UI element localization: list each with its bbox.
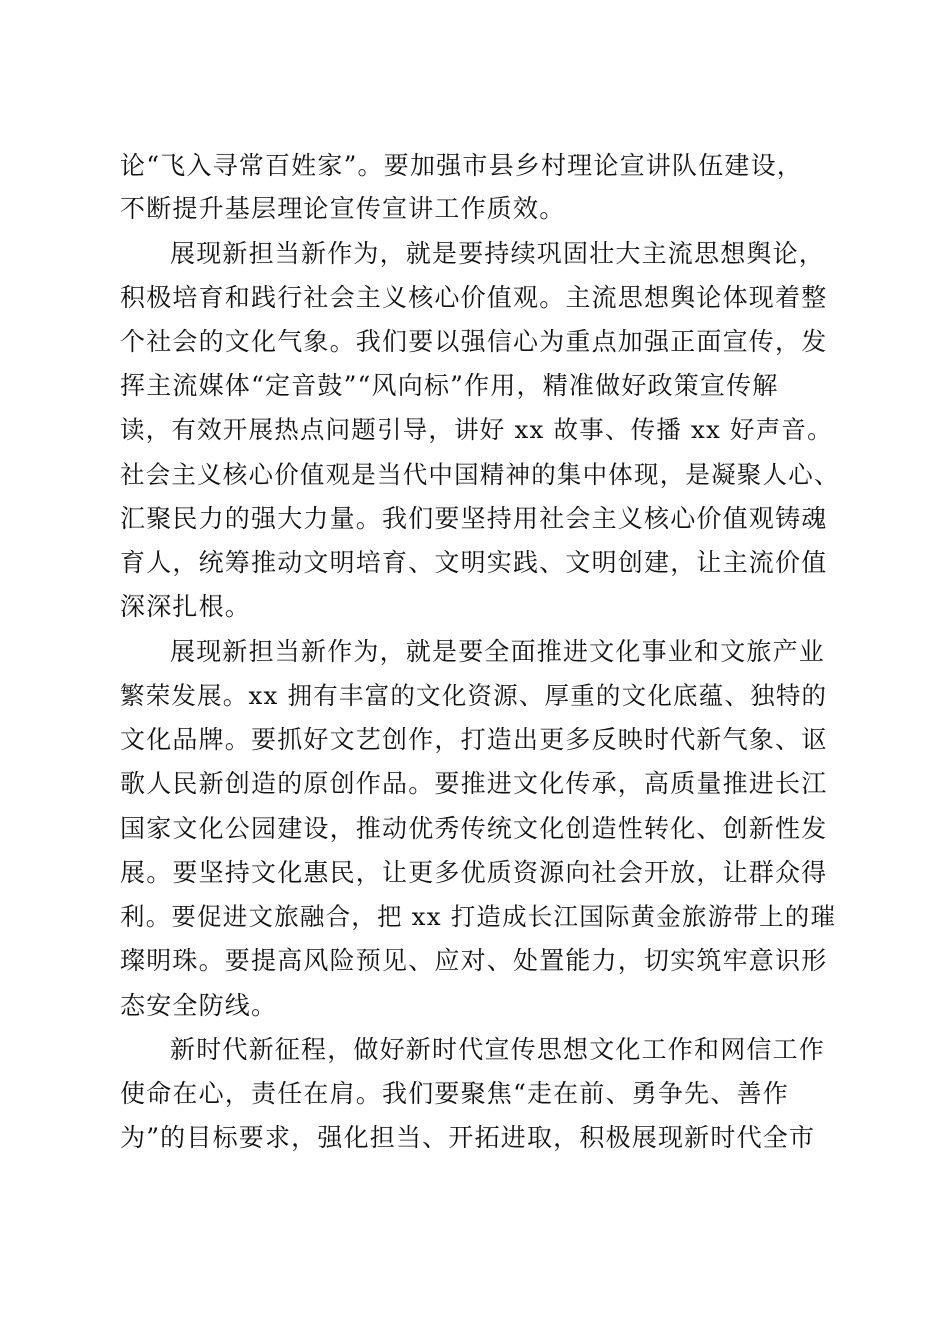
text-line: 展。要坚持文化惠民，让更多优质资源向社会开放，让群众得 bbox=[120, 858, 828, 887]
text-line: 文化品牌。要抓好文艺创作，打造出更多反映时代新气象、讴 bbox=[120, 725, 828, 754]
text-line: 国家文化公园建设，推动优秀传统文化创造性转化、创新性发 bbox=[120, 814, 828, 843]
text-line: 使命在心，责任在肩。我们要聚焦“走在前、勇争先、善作 bbox=[120, 1079, 789, 1108]
text-line: 挥主流媒体“定音鼓”“风向标”作用，精准做好政策宣传解 bbox=[120, 371, 779, 400]
text-line: 态安全防线。 bbox=[120, 991, 278, 1020]
text-line: 育人，统筹推动文明培育、文明实践、文明创建，让主流价值 bbox=[120, 548, 828, 577]
paragraph-start-line: 新时代新征程，做好新时代宣传思想文化工作和网信工作 bbox=[170, 1035, 826, 1064]
text-line: 论“飞入寻常百姓家”。要加强市县乡村理论宣讲队伍建设， bbox=[120, 151, 803, 180]
text-line: 个社会的文化气象。我们要以强信心为重点加强正面宣传，发 bbox=[120, 327, 828, 356]
paragraph-start-line: 展现新担当新作为，就是要全面推进文化事业和文旅产业 bbox=[170, 637, 826, 666]
text-line: 为”的目标要求，强化担当、开拓进取，积极展现新时代全市 bbox=[120, 1123, 816, 1152]
text-line: 繁荣发展。xx 拥有丰富的文化资源、厚重的文化底蕴、独特的 bbox=[120, 681, 828, 710]
text-line: 读，有效开展热点问题引导，讲好 xx 故事、传播 xx 好声音。 bbox=[120, 415, 833, 444]
paragraph-start-line: 展现新担当新作为，就是要持续巩固壮大主流思想舆论， bbox=[170, 239, 826, 268]
text-line: 深深扎根。 bbox=[120, 592, 252, 621]
text-line: 社会主义核心价值观是当代中国精神的集中体现，是凝聚人心、 bbox=[120, 460, 840, 489]
text-line: 利。要促进文旅融合，把 xx 打造成长江国际黄金旅游带上的璀 bbox=[120, 902, 837, 931]
text-line: 歌人民新创造的原创作品。要推进文化传承，高质量推进长江 bbox=[120, 769, 828, 798]
text-line: 璨明珠。要提高风险预见、应对、处置能力，切实筑牢意识形 bbox=[120, 946, 828, 975]
text-line: 汇聚民力的强大力量。我们要坚持用社会主义核心价值观铸魂 bbox=[120, 504, 828, 533]
text-line: 不断提升基层理论宣传宣讲工作质效。 bbox=[120, 194, 566, 223]
text-line: 积极培育和践行社会主义核心价值观。主流思想舆论体现着整 bbox=[120, 283, 828, 312]
